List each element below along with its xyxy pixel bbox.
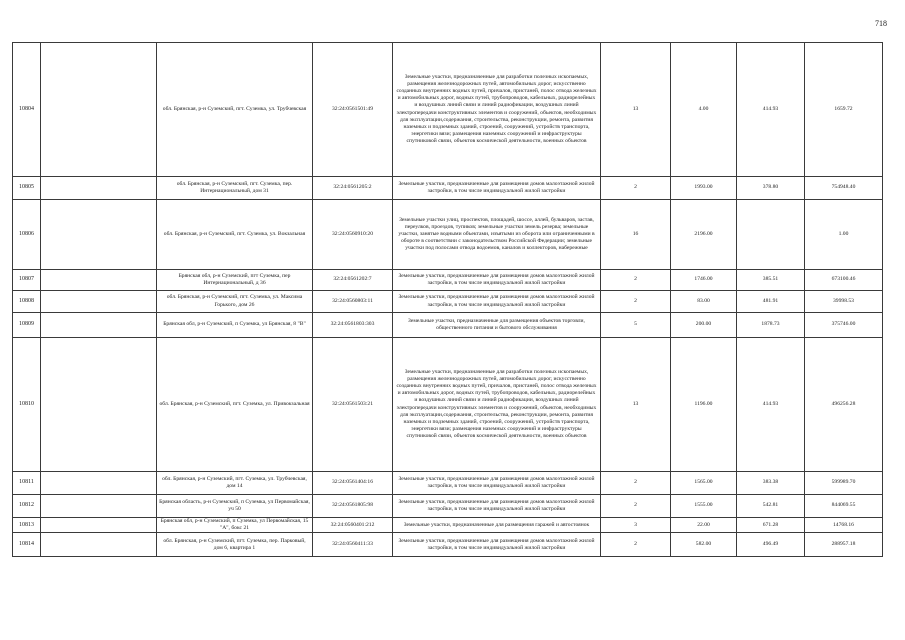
cadastral-value-cell: 1.00 xyxy=(805,200,883,270)
area-cell: 22.00 xyxy=(671,518,737,533)
land-use-cell: Земельные участки, предназначенные для размещения домов малоэтажной жилой застройки, в том числе индивидуальной жилой застройки xyxy=(393,472,601,495)
cadastral-number-cell: 32:24:0561202:7 xyxy=(313,270,393,291)
blank-cell xyxy=(41,495,157,518)
blank-cell xyxy=(41,270,157,291)
specific-value-cell: 1878.73 xyxy=(737,313,805,338)
area-cell: 83.00 xyxy=(671,291,737,313)
row-number-cell: 10811 xyxy=(13,472,41,495)
use-group-cell: 2 xyxy=(601,472,671,495)
area-cell: 200.00 xyxy=(671,313,737,338)
cadastral-number-cell: 32:24:0561205:2 xyxy=(313,177,393,200)
blank-cell xyxy=(41,518,157,533)
table-row xyxy=(13,200,883,270)
use-group-cell: 5 xyxy=(601,313,671,338)
address-cell: обл. Брянская, р-н Суземский, пгт. Суземка, пер. Парковый, дом 6, квартира 1 xyxy=(157,533,313,557)
address-cell: обл. Брянская, р-н Суземский, пгт. Суземка, пер. Интернациональный, дом 31 xyxy=(157,177,313,200)
area-cell: 582.00 xyxy=(671,533,737,557)
specific-value-cell: 378.80 xyxy=(737,177,805,200)
table-row xyxy=(13,313,883,338)
use-group-cell: 13 xyxy=(601,43,671,177)
row-number-cell: 10814 xyxy=(13,533,41,557)
cadastral-number-cell: 32:24:0560401:212 xyxy=(313,518,393,533)
specific-value-cell: 481.91 xyxy=(737,291,805,313)
address-cell: Брянская обл, р-н Суземский, п Суземка, ул Брянская, 8 "В" xyxy=(157,313,313,338)
land-use-cell: Земельные участки, предназначенные для размещения домов малоэтажной жилой застройки, в том числе индивидуальной жилой застройки xyxy=(393,495,601,518)
register-table xyxy=(12,42,883,557)
cadastral-value-cell: 754948.40 xyxy=(805,177,883,200)
land-use-cell: Земельные участки, предназначенные для разработки полезных ископаемых, размещения железнодорожных путей, автомобильных дорог, искусственно созданных внутренних водных путей, причалов, пристаней, полос отвода железных и автомобильных дорог, водных путей, трубопроводов, кабельных, радиорелейных и воздушных линий связи и линий радиофикации, воздушных линий электропередачи конструктивных элементов и сооружений, объектов, необходимых для эксплуатации,содержания, строительства, реконструкции, ремонта, развития наземных и подземных зданий, строений, сооружений, устройств транспорта, энергетики вязи; размещения наземных сооружений и инфраструктуры спутниковой связи, объектов космической деятельности, военных объектов xyxy=(393,43,601,177)
area-cell: 1993.00 xyxy=(671,177,737,200)
row-number-cell: 10812 xyxy=(13,495,41,518)
area-cell: 1565.00 xyxy=(671,472,737,495)
cadastral-value-cell: 496256.28 xyxy=(805,338,883,472)
specific-value-cell: 414.93 xyxy=(737,338,805,472)
address-cell: обл. Брянская, р-н Суземский, пгт. Суземка, ул. Привокзальная xyxy=(157,338,313,472)
cadastral-value-cell: 39998.53 xyxy=(805,291,883,313)
area-cell: 2196.00 xyxy=(671,200,737,270)
specific-value-cell: 414.93 xyxy=(737,43,805,177)
cadastral-number-cell: 32:24:0560910:20 xyxy=(313,200,393,270)
land-use-cell: Земельные участки, предназначенные для размещения домов малоэтажной жилой застройки, в том числе индивидуальной жилой застройки xyxy=(393,291,601,313)
row-number-cell: 10807 xyxy=(13,270,41,291)
table-row xyxy=(13,177,883,200)
land-use-cell: Земельные участки, предназначенные для размещения домов малоэтажной жилой застройки, в том числе индивидуальной жилой застройки xyxy=(393,270,601,291)
use-group-cell: 3 xyxy=(601,518,671,533)
table-row xyxy=(13,518,883,533)
blank-cell xyxy=(41,177,157,200)
land-use-cell: Земельные участки, предназначенные для размещения объектов торговли, общественного питания и бытового обслуживания xyxy=(393,313,601,338)
table-row xyxy=(13,472,883,495)
specific-value-cell: 542.81 xyxy=(737,495,805,518)
blank-cell xyxy=(41,533,157,557)
row-number-cell: 10809 xyxy=(13,313,41,338)
area-cell: 4.00 xyxy=(671,43,737,177)
table-row xyxy=(13,495,883,518)
row-number-cell: 10808 xyxy=(13,291,41,313)
table-row xyxy=(13,270,883,291)
address-cell: Брянская обл, р-н Суземский, пгт Суземка, пер Интернациональный, д 36 xyxy=(157,270,313,291)
specific-value-cell xyxy=(737,200,805,270)
blank-cell xyxy=(41,472,157,495)
blank-cell xyxy=(41,313,157,338)
land-use-cell: Земельные участки улиц, проспектов, площадей, шоссе, аллей, бульваров, застав, переулков, проездов, тупиков; земельные участки земель резерва; земельные участки, занятые водными объектами, изъятыми из оборота или ограниченными в обороте в соответствии с законодательством Российской Федерации; земельные участки под полосами отвода водоемов, каналов и коллекторов, набережные xyxy=(393,200,601,270)
cadastral-value-cell: 599989.70 xyxy=(805,472,883,495)
area-cell: 1746.00 xyxy=(671,270,737,291)
use-group-cell: 2 xyxy=(601,533,671,557)
blank-cell xyxy=(41,200,157,270)
table-row xyxy=(13,291,883,313)
use-group-cell: 2 xyxy=(601,177,671,200)
page-number: 718 xyxy=(875,19,887,28)
address-cell: обл. Брянская, р-н Суземский, пгт. Суземка, ул. Трубчевская xyxy=(157,43,313,177)
cadastral-number-cell: 32:24:0561805:98 xyxy=(313,495,393,518)
land-use-cell: Земельные участки, предназначенные для разработки полезных ископаемых, размещения железнодорожных путей, автомобильных дорог, искусственно созданных внутренних водных путей, причалов, пристаней, полос отвода железных и автомобильных дорог, водных путей, трубопроводов, кабельных, радиорелейных и воздушных линий связи и линий радиофикации, воздушных линий электропередачи конструктивных элементов и сооружений, объектов, необходимых для эксплуатации,содержания, строительства, реконструкции, ремонта, развития наземных и подземных зданий, строений, сооружений, устройств транспорта, энергетики вязи; размещения наземных сооружений и инфраструктуры спутниковой связи, объектов космической деятельности, военных объектов xyxy=(393,338,601,472)
row-number-cell: 10806 xyxy=(13,200,41,270)
specific-value-cell: 496.49 xyxy=(737,533,805,557)
table-row xyxy=(13,533,883,557)
row-number-cell: 10805 xyxy=(13,177,41,200)
address-cell: обл. Брянская, р-н Суземский, пгт. Суземка, ул. Трубчевская, дом 14 xyxy=(157,472,313,495)
area-cell: 1555.00 xyxy=(671,495,737,518)
use-group-cell: 2 xyxy=(601,495,671,518)
cadastral-number-cell: 32:24:0561803:303 xyxy=(313,313,393,338)
use-group-cell: 2 xyxy=(601,270,671,291)
use-group-cell: 2 xyxy=(601,291,671,313)
cadastral-value-cell: 288957.18 xyxy=(805,533,883,557)
blank-cell xyxy=(41,291,157,313)
specific-value-cell: 385.51 xyxy=(737,270,805,291)
land-use-cell: Земельные участки, предназначенные для размещения домов малоэтажной жилой застройки, в том числе индивидуальной жилой застройки xyxy=(393,177,601,200)
table-row xyxy=(13,43,883,177)
area-cell: 1196.00 xyxy=(671,338,737,472)
table-row xyxy=(13,338,883,472)
address-cell: обл. Брянская, р-н Суземский, пгт. Суземка, ул. Вокзальная xyxy=(157,200,313,270)
address-cell: Брянская обл, р-н Суземский, п Суземка, ул Первомайская, 15 "А", бокс 21 xyxy=(157,518,313,533)
address-cell: обл. Брянская, р-н Суземский, пгт. Суземка, ул. Максима Горького, дом 26 xyxy=(157,291,313,313)
cadastral-value-cell: 375746.00 xyxy=(805,313,883,338)
row-number-cell: 10813 xyxy=(13,518,41,533)
specific-value-cell: 383.38 xyxy=(737,472,805,495)
cadastral-number-cell: 32:24:0561404:16 xyxy=(313,472,393,495)
cadastral-value-cell: 1659.72 xyxy=(805,43,883,177)
blank-cell xyxy=(41,338,157,472)
land-use-cell: Земельные участки, предназначенные для размещения домов малоэтажной жилой застройки, в том числе индивидуальной жилой застройки xyxy=(393,533,601,557)
address-cell: Брянская область, р-н Суземский, п Суземка, ул Первомайская, уч 50 xyxy=(157,495,313,518)
cadastral-number-cell: 32:24:0561501:49 xyxy=(313,43,393,177)
use-group-cell: 13 xyxy=(601,338,671,472)
blank-cell xyxy=(41,43,157,177)
cadastral-value-cell: 844069.55 xyxy=(805,495,883,518)
cadastral-number-cell: 32:24:0560411:33 xyxy=(313,533,393,557)
cadastral-number-cell: 32:24:0561503:21 xyxy=(313,338,393,472)
cadastral-number-cell: 32:24:0560803:11 xyxy=(313,291,393,313)
register-body xyxy=(13,43,883,557)
specific-value-cell: 671.28 xyxy=(737,518,805,533)
cadastral-value-cell: 14768.16 xyxy=(805,518,883,533)
land-use-cell: Земельные участки, предназначенные для размещения гаражей и автостоянок xyxy=(393,518,601,533)
row-number-cell: 10810 xyxy=(13,338,41,472)
use-group-cell: 16 xyxy=(601,200,671,270)
cadastral-value-cell: 673100.46 xyxy=(805,270,883,291)
row-number-cell: 10804 xyxy=(13,43,41,177)
